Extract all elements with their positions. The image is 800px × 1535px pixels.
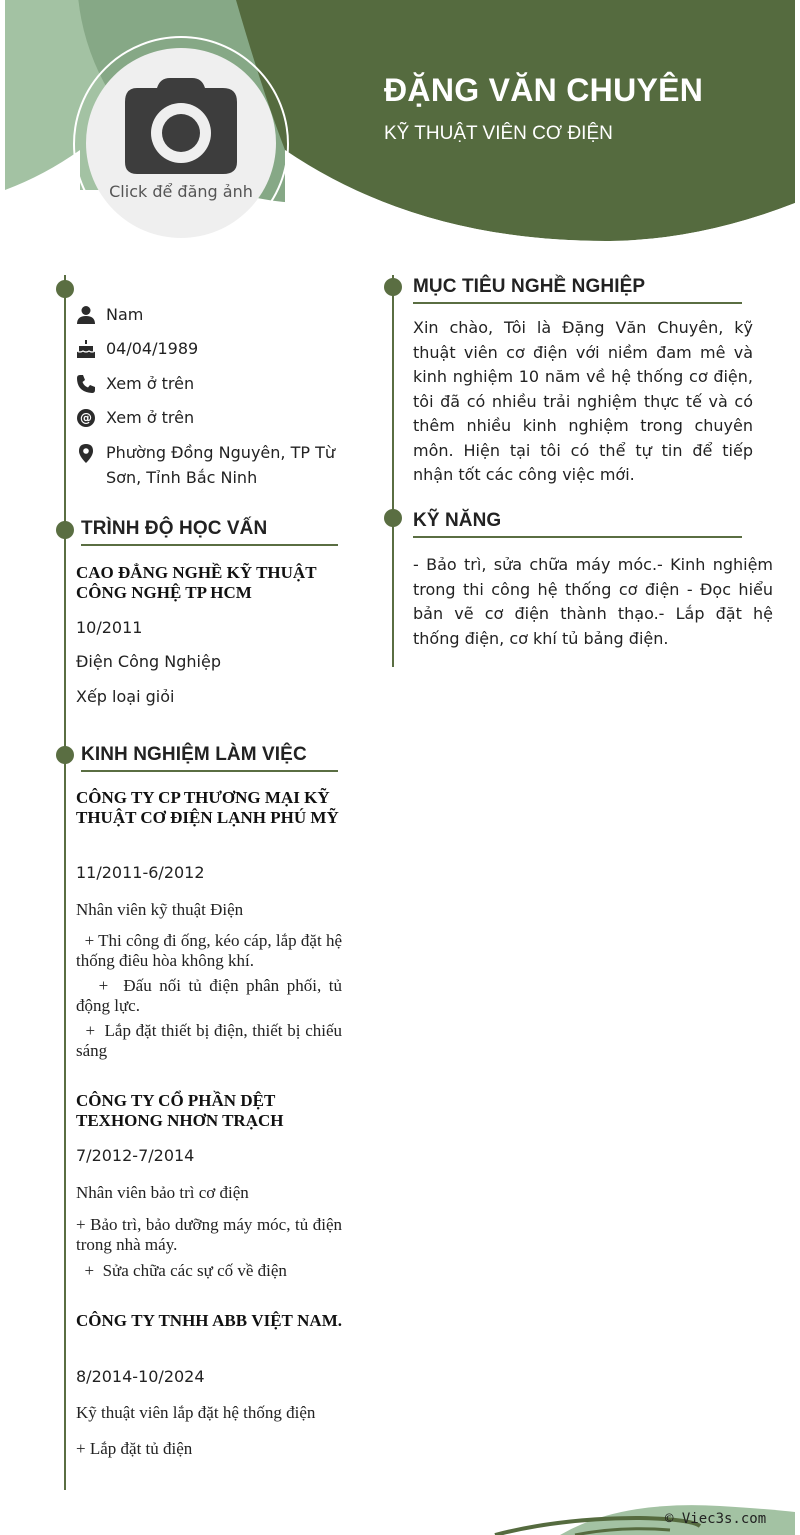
user-icon <box>76 305 96 325</box>
job-position: Nhân viên bảo trì cơ điện <box>76 1183 249 1202</box>
job-task: + Thi công đi ống, kéo cáp, lắp đặt hệ thống điêu hòa không khí. <box>76 931 347 970</box>
education-major: Điện Công Nghiệp <box>76 652 221 671</box>
avatar-caption: Click để đăng ảnh <box>109 182 253 201</box>
job-task: + Lắp đặt thiết bị điện, thiết bị chiếu sáng <box>76 1021 347 1060</box>
email-text: Xem ở trên <box>106 408 195 427</box>
education-grade: Xếp loại giỏi <box>76 687 175 706</box>
info-email <box>76 407 346 430</box>
email-at-icon <box>76 408 96 428</box>
job-company: CÔNG TY TNHH ABB VIỆT NAM. <box>76 1311 342 1330</box>
phone-icon <box>76 374 96 394</box>
timeline-dot <box>56 521 74 539</box>
candidate-job-title: KỸ THUẬT VIÊN CƠ ĐIỆN <box>384 123 613 144</box>
svg-text:@: @ <box>80 411 92 425</box>
job-period: 7/2012-7/2014 <box>76 1146 195 1165</box>
info-address <box>76 442 346 490</box>
job-task: + Lắp đặt tủ điện <box>76 1439 193 1458</box>
timeline-dot <box>384 509 402 527</box>
timeline-dot <box>56 280 74 298</box>
job-task: + Đấu nối tủ điện phân phối, tủ động lực. <box>76 976 347 1015</box>
location-pin-icon <box>76 443 96 463</box>
job-period: 8/2014-10/2024 <box>76 1367 205 1386</box>
left-timeline <box>64 275 66 1490</box>
job-company: CÔNG TY CỔ PHẦN DỆT TEXHONG NHƠN TRẠCH <box>76 1091 284 1130</box>
info-gender <box>76 304 346 327</box>
skills-text: - Bảo trì, sửa chữa máy móc.- Kinh nghiệm trong thi công hệ thống cơ điện - Đọc hiểu bản vẽ cơ điện thành thạo.- Lắp đặt hệ thống điện, cơ khí tủ bảng điện. <box>413 555 773 648</box>
timeline-dot <box>384 278 402 296</box>
job-position: Kỹ thuật viên lắp đặt hệ thống điện <box>76 1403 316 1422</box>
job-position: Nhân viên kỹ thuật Điện <box>76 900 244 919</box>
phone-text: Xem ở trên <box>106 374 195 393</box>
gender-text: Nam <box>106 305 144 324</box>
job-company: CÔNG TY CP THƯƠNG MẠI KỸ THUẬT CƠ ĐIỆN LẠNH PHÚ MỸ <box>76 788 339 827</box>
job-task: + Bảo trì, bảo dưỡng máy móc, tủ điện trong nhà máy. <box>76 1215 347 1254</box>
objective-text: Xin chào, Tôi là Đặng Văn Chuyên, kỹ thuật viên cơ điện với niềm đam mê và kinh nghiệm 10 năm về hệ thống cơ điện, tôi đã có nhiều trải nghiệm thực tế và có thêm nhiều kinh nghiệm trong chuyên môn. Hiện tại tôi có thể tự tin để tiếp nhận tốt các công việc mới. <box>413 318 753 484</box>
candidate-name: ĐẶNG VĂN CHUYÊN <box>384 72 704 108</box>
experience-heading: KINH NGHIỆM LÀM VIỆC <box>81 744 338 772</box>
birthday-text: 04/04/1989 <box>106 339 199 358</box>
avatar-upload[interactable] <box>86 48 276 238</box>
skills-heading: KỸ NĂNG <box>413 510 742 538</box>
camera-icon <box>123 76 239 176</box>
birthday-cake-icon <box>76 339 96 359</box>
education-heading: TRÌNH ĐỘ HỌC VẤN <box>81 518 338 546</box>
job-task: + Sửa chữa các sự cố về điện <box>76 1261 287 1280</box>
info-phone <box>76 373 346 396</box>
address-text: Phường Đồng Nguyên, TP Từ Sơn, Tỉnh Bắc Ninh <box>106 443 335 487</box>
school-name: CAO ĐẲNG NGHỀ KỸ THUẬT CÔNG NGHỆ TP HCM <box>76 563 317 602</box>
right-timeline <box>392 275 394 667</box>
info-birthday <box>76 338 346 361</box>
education-date: 10/2011 <box>76 618 143 637</box>
watermark-text: © Viec3s.com <box>665 1511 767 1527</box>
timeline-dot <box>56 746 74 764</box>
job-period: 11/2011-6/2012 <box>76 863 205 882</box>
objective-heading: MỤC TIÊU NGHỀ NGHIỆP <box>413 276 742 304</box>
